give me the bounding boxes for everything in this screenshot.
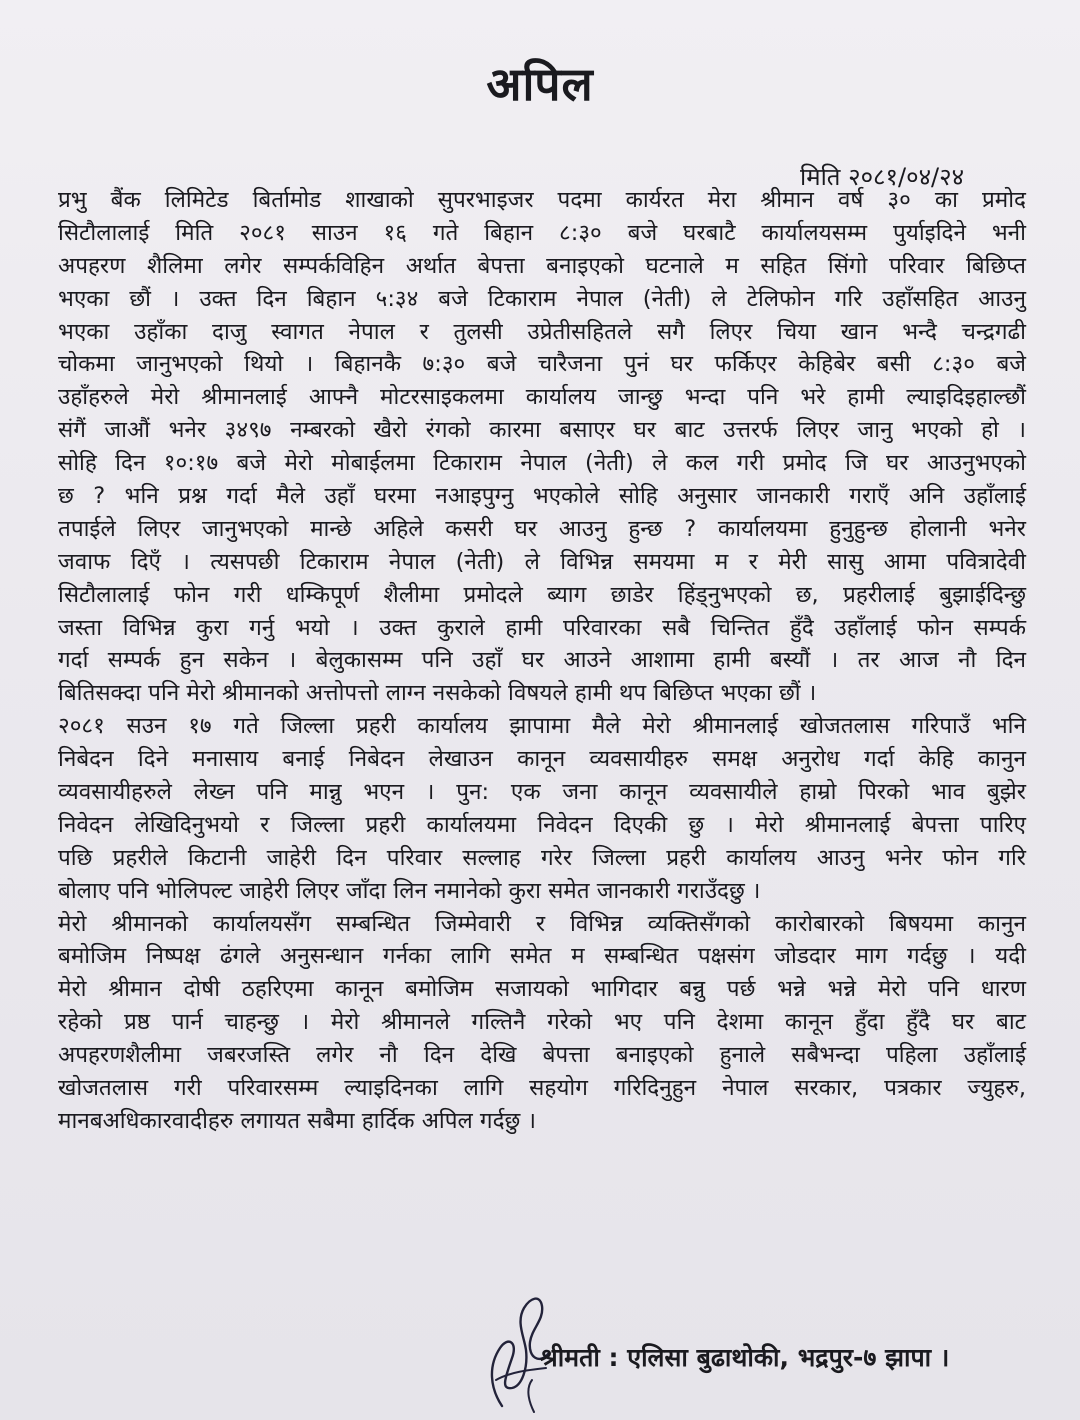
text-line: संगैं जाऔं भनेर ३४९७ नम्बरको खैरो रंगको कारमा बसाएर घर बाट उत्तरर्फ लिएर जानु भएको हो । — [58, 417, 1026, 444]
text-line: गर्दा सम्पर्क हुन सकेन । बेलुकासम्म पनि उहाँ घर आउने आशामा हामी बस्यौं । तर आज नौ दिन — [58, 647, 1026, 674]
text-line: बितिसक्दा पनि मेरो श्रीमानको अत्तोपत्तो लाग्न नसकेको विषयले हामी थप बिछिप्त भएका छौं । — [58, 680, 817, 707]
text-line: अपहरणशैलीमा जबरजस्ति लगेर नौ दिन देखि बेपत्ता बनाइएको हुनाले सबैभन्दा पहिला उहाँलाई — [58, 1042, 1026, 1069]
text-line: प्रभु बैंक लिमिटेड बिर्तामोड शाखाको सुपरभाइजर पदमा कार्यरत मेरा श्रीमान वर्ष ३० का प्रमोद — [58, 187, 1026, 213]
text-line: रहेको प्रष्ठ पार्न चाहन्छु । मेरो श्रीमानले गल्तिनै गरेको भए पनि देशमा कानून हुँदा हुँदै घर बाट — [58, 1009, 1026, 1036]
text-line: मेरो श्रीमान दोषी ठहरिएमा कानून बमोजिम सजायको भागिदार बन्नु पर्छ भन्ने भन्ने मेरो पनि धारण — [58, 976, 1026, 1003]
text-line: सिटौलालाई फोन गरी धम्किपूर्ण शैलीमा प्रमोदले ब्याग छाडेर हिंड्नुभएको छ, प्रहरीलाई बुझाईदिन्छु — [58, 581, 1026, 608]
text-line: भएका छौं । उक्त दिन बिहान ५:३४ बजे टिकाराम नेपाल (नेती) ले टेलिफोन गरि उहाँसहित आउनु — [58, 285, 1026, 312]
signature-line: श्रीमती : एलिसा बुढाथोकी, भद्रपुर-७ झापा । — [540, 1343, 950, 1372]
text-line: मानबअधिकारवादीहरु लगायत सबैमा हार्दिक अपिल गर्दछु । — [58, 1107, 536, 1134]
text-line: उहाँहरुले मेरो श्रीमानलाई आफ्नै मोटरसाइकलमा कार्यालय जान्छु भन्दा पनि भरे हामी ल्याइदिइहाल्छौं — [58, 384, 1026, 411]
text-line: बोलाए पनि भोलिपल्ट जाहेरी लिएर जाँदा लिन नमानेको कुरा समेत जानकारी गराउँदछु । — [58, 877, 761, 904]
text-line: जस्ता विभिन्न कुरा गर्नु भयो । उक्त कुराले हामी परिवारका सबै चिन्तित हुँदै उहाँलाई फोन सम्पर्क — [58, 614, 1026, 641]
text-line: सिटौलालाई मिति २०८१ साउन १६ गते बिहान ८:३० बजे घरबाटै कार्यालयसम्म पुर्याइदिने भनी — [58, 219, 1026, 246]
text-line: सोहि दिन १०:१७ बजे मेरो मोबाईलमा टिकाराम नेपाल (नेती) ले कल गरी प्रमोद जि घर आउनुभएको — [58, 450, 1026, 477]
document-body — [58, 184, 1026, 1138]
text-line: निबेदन दिने मनासाय बनाई निबेदन लेखाउन कानून व्यवसायीहरु समक्ष अनुरोध गर्दा केहि कानुन — [58, 746, 1026, 773]
text-line: जवाफ दिएँ । त्यसपछी टिकाराम नेपाल (नेती) ले विभिन्न समयमा म र मेरी सासु आमा पवित्रादेवी — [58, 548, 1026, 575]
text-line: बमोजिम निष्पक्ष ढंगले अनुसन्धान गर्नका लागि समेत म सम्बन्धित पक्षसंग जोडदार माग गर्दछु । यदी — [58, 943, 1026, 970]
text-line: निवेदन लेखिदिनुभयो र जिल्ला प्रहरी कार्यालयमा निवेदन दिएकी छु । मेरो श्रीमानलाई बेपत्ता पारिए — [58, 811, 1026, 838]
paragraph-1 — [58, 184, 1026, 710]
text-line: तपाईले लिएर जानुभएको मान्छे अहिले कसरी घर आउनु हुन्छ ? कार्यालयमा हुनुहुन्छ होलानी भनेर — [58, 515, 1026, 542]
text-line: २०८१ सउन १७ गते जिल्ला प्रहरी कार्यालय झापामा मैले मेरो श्रीमानलाई खोजतलास गरिपाउँ भनि — [58, 713, 1026, 740]
text-line: छ ? भनि प्रश्न गर्दा मैले उहाँ घरमा नआइपुग्नु भएकोले सोहि अनुसार जानकारी गराएँ अनि उहाँलाई — [58, 483, 1026, 510]
document-title: अपिल — [486, 57, 594, 111]
document-date: मिति २०८१/०४/२४ — [800, 163, 965, 191]
text-line: व्यवसायीहरुले लेख्न पनि मान्नु भएन । पुन: एक जना कानून व्यवसायीले हाम्रो पिरको भाव बुझेर — [58, 779, 1026, 806]
paragraph-2 — [58, 710, 1026, 907]
text-line: अपहरण शैलिमा लगेर सम्पर्कविहिन अर्थात बेपत्ता बनाइएको घटनाले म सहित सिंगो परिवार बिछिप्त — [58, 252, 1026, 279]
text-line: पछि प्रहरीले किटानी जाहेरी दिन परिवार सल्लाह गरेर जिल्ला प्रहरी कार्यालय आउनु भनेर फोन गरि — [58, 844, 1026, 871]
text-line: मेरो श्रीमानको कार्यालयसँग सम्बन्धित जिम्मेवारी र विभिन्न व्यक्तिसँगको कारोबारको बिषयमा कानुन — [58, 910, 1026, 937]
text-line: भएका उहाँका दाजु स्वागत नेपाल र तुलसी उप्रेतीसहितले सगै लिएर चिया खान भन्दै चन्द्रगढी — [58, 318, 1026, 345]
text-line: चोकमा जानुभएको थियो । बिहानकै ७:३० बजे चारैजना पुनं घर फर्किएर केहिबेर बसी ८:३० बजे — [58, 351, 1026, 378]
paragraph-3 — [58, 908, 1026, 1138]
signature-stroke — [528, 1380, 534, 1412]
text-line: खोजतलास गरी परिवारसम्म ल्याइदिनका लागि सहयोग गरिदिनुहुन नेपाल सरकार, पत्रकार ज्युहरु, — [58, 1075, 1026, 1102]
